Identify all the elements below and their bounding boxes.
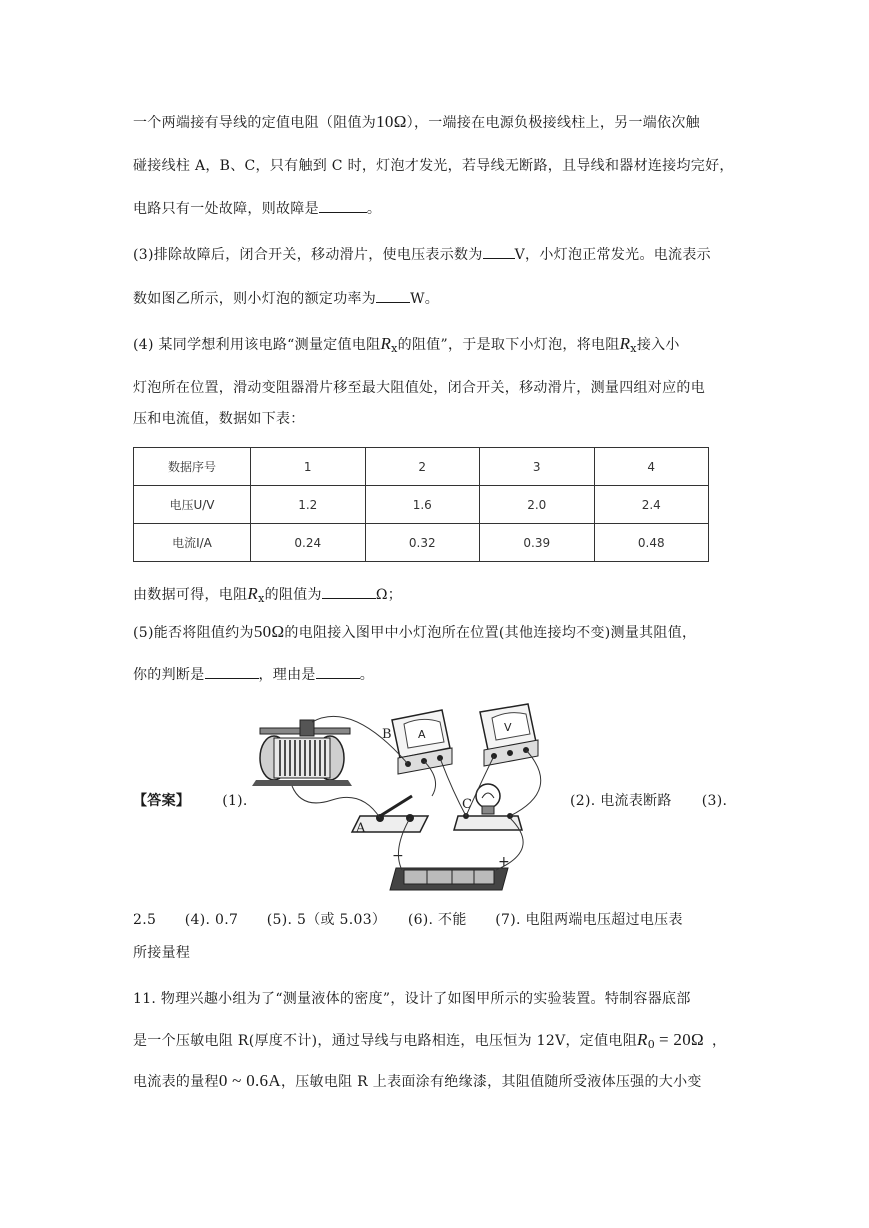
table-header-cell: 3 bbox=[480, 448, 595, 486]
data-table bbox=[133, 447, 709, 562]
table-cell: 0.48 bbox=[594, 524, 709, 562]
text-line bbox=[133, 334, 680, 355]
answer-part: (2). 电流表断路 bbox=[570, 793, 672, 809]
terminal-label-a: A bbox=[356, 821, 366, 836]
answer-part: (1). bbox=[222, 793, 248, 809]
table-cell: 1.6 bbox=[365, 486, 480, 524]
text: (5)能否将阻值约为 bbox=[133, 625, 254, 641]
table-row bbox=[134, 448, 709, 486]
answer-blank bbox=[322, 586, 376, 599]
table-row bbox=[134, 486, 709, 524]
text: 。 bbox=[359, 667, 375, 683]
text: 电路只有一处故障，则故障是 bbox=[133, 201, 319, 217]
answer-blank bbox=[376, 290, 410, 303]
answer-blank bbox=[319, 200, 367, 213]
text: (4) 某同学想利用该电路“测量定值电阻 bbox=[133, 337, 381, 353]
text: 由数据可得，电阻 bbox=[133, 587, 248, 603]
answer-label-line bbox=[133, 790, 248, 810]
table-cell: 2.0 bbox=[480, 486, 595, 524]
table-cell: 0.32 bbox=[365, 524, 480, 562]
text-line: 压和电流值，数据如下表： bbox=[133, 411, 305, 427]
text: 接入小 bbox=[636, 337, 680, 353]
text-line: 碰接线柱 A，B、C，只有触到 C 时，灯泡才发光，若导线无断路，且导线和器材连接均完好， bbox=[133, 158, 734, 174]
text: 的阻值为 bbox=[264, 587, 322, 603]
text-line bbox=[133, 288, 439, 308]
text-line bbox=[133, 244, 711, 264]
math-subscript: x bbox=[630, 342, 637, 355]
answer-line: 2.5 (4). 0.7 (5). 5（或 5.03） (6). 不能 (7). 电阻两端电压超过电压表 bbox=[133, 912, 683, 928]
text: 的电阻接入图甲中小灯泡所在位置(其他连接均不变)测量其阻值， bbox=[284, 625, 697, 641]
math-value: 10Ω bbox=[376, 112, 407, 131]
text-line bbox=[133, 112, 700, 132]
text-line: 11. 物理兴趣小组为了“测量液体的密度”，设计了如图甲所示的实验装置。特制容器底部 bbox=[133, 991, 691, 1007]
text: Ω； bbox=[375, 587, 403, 603]
math-subscript: x bbox=[391, 342, 398, 355]
text: 。 bbox=[366, 201, 382, 217]
table-row-label: 电压U/V bbox=[134, 486, 251, 524]
text: ， bbox=[711, 1033, 727, 1049]
math-subscript: x bbox=[258, 592, 265, 605]
answer-line-right bbox=[570, 790, 727, 810]
answer-blank bbox=[483, 246, 515, 259]
text: 电流表的量程 bbox=[133, 1074, 219, 1090]
voltmeter-icon bbox=[480, 704, 538, 766]
text-line: 灯泡所在位置，滑动变阻器滑片移至最大阻值处，闭合开关，移动滑片，测量四组对应的电 bbox=[133, 380, 705, 396]
ammeter-icon bbox=[392, 710, 452, 774]
text: 一个两端接有导线的定值电阻（阻值为 bbox=[133, 115, 377, 131]
table-cell: 0.39 bbox=[480, 524, 595, 562]
table-row bbox=[134, 524, 709, 562]
battery-minus-label: − bbox=[392, 848, 404, 864]
battery-icon bbox=[390, 868, 508, 890]
table-header-cell: 4 bbox=[594, 448, 709, 486]
circuit-diagram bbox=[252, 700, 562, 900]
rheostat-icon bbox=[252, 720, 352, 786]
terminal-label-b: B bbox=[382, 727, 392, 742]
math-var: R bbox=[247, 584, 259, 603]
text-line bbox=[133, 584, 402, 605]
math-value: = 20Ω bbox=[659, 1030, 704, 1049]
math-subscript: 0 bbox=[647, 1038, 655, 1051]
math-var: R bbox=[637, 1030, 648, 1049]
table-cell: 0.24 bbox=[251, 524, 366, 562]
table-cell: 2.4 bbox=[594, 486, 709, 524]
text: 数如图乙所示，则小灯泡的额定功率为 bbox=[133, 291, 377, 307]
text: 的阻值”，于是取下小灯泡，将电阻 bbox=[397, 337, 620, 353]
math-value: 50Ω bbox=[253, 622, 285, 641]
answer-blank bbox=[205, 666, 259, 679]
answer-part: (3). bbox=[701, 793, 728, 809]
table-row-label: 电流I/A bbox=[134, 524, 251, 562]
answer-label: 【答案】 bbox=[133, 793, 191, 809]
math-var: R bbox=[619, 334, 631, 353]
terminal-label-c: C bbox=[462, 797, 472, 812]
text: V，小灯泡正常发光。电流表示 bbox=[514, 247, 711, 263]
text-line bbox=[133, 198, 381, 218]
table-header-cell: 数据序号 bbox=[134, 448, 251, 486]
answer-line: 所接量程 bbox=[133, 945, 191, 961]
text: ），一端接在电源负极接线柱上，另一端依次触 bbox=[406, 115, 700, 131]
text: W。 bbox=[410, 291, 440, 307]
voltmeter-label: V bbox=[504, 721, 512, 734]
text-line bbox=[133, 622, 696, 642]
text: ，压敏电阻 R 上表面涂有绝缘漆，其阻值随所受液体压强的大小变 bbox=[280, 1074, 702, 1090]
table-cell: 1.2 bbox=[251, 486, 366, 524]
text: (3)排除故障后，闭合开关，移动滑片，使电压表示数为 bbox=[133, 247, 483, 263]
table-header-cell: 2 bbox=[365, 448, 480, 486]
text: ，理由是 bbox=[258, 667, 316, 683]
ammeter-label: A bbox=[418, 728, 426, 741]
math-value: 0 ~ 0.6A bbox=[218, 1071, 281, 1090]
math-var: R bbox=[380, 334, 392, 353]
answer-blank bbox=[316, 666, 360, 679]
table-header-cell: 1 bbox=[251, 448, 366, 486]
battery-plus-label: + bbox=[498, 854, 510, 870]
text-line bbox=[133, 1030, 726, 1051]
text: 你的判断是 bbox=[133, 667, 205, 683]
text-line bbox=[133, 664, 374, 684]
text-line bbox=[133, 1071, 702, 1091]
text: 是一个压敏电阻 R(厚度不计)，通过导线与电路相连，电压恒为 12V，定值电阻 bbox=[133, 1033, 637, 1049]
